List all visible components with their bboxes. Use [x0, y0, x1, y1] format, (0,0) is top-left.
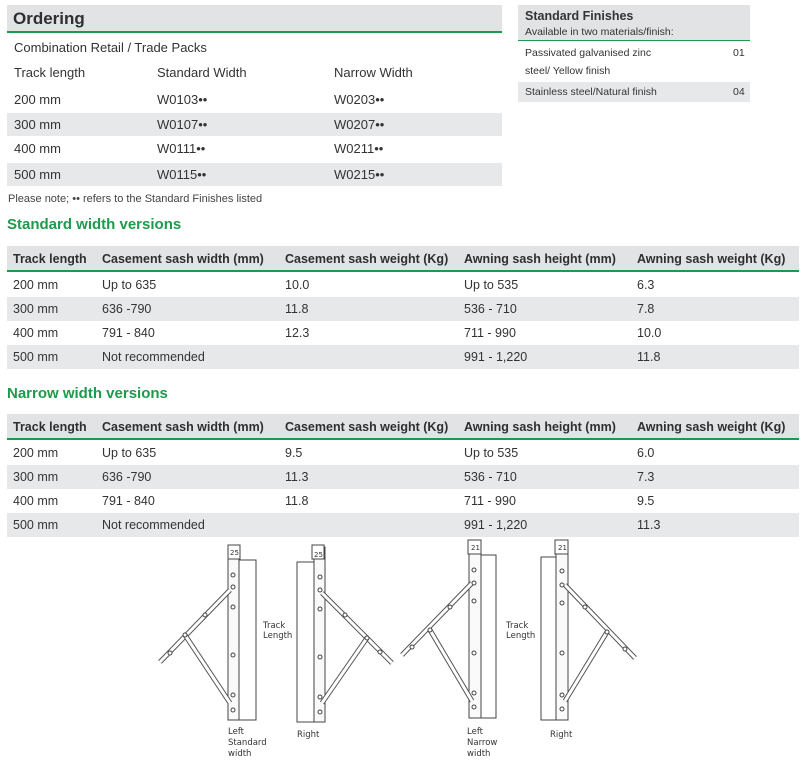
table-cell: 11.8 [285, 494, 309, 508]
table-row [7, 163, 502, 186]
table-cell: W0215•• [334, 167, 385, 182]
label-left-narrow: Narrow [467, 738, 498, 748]
table-row [7, 321, 799, 345]
table-cell: 11.3 [637, 518, 661, 532]
table-cell: 300 mm [14, 117, 61, 132]
table-cell: 500 mm [13, 350, 59, 364]
table-cell: 536 - 710 [464, 302, 517, 316]
table-row [7, 345, 799, 369]
table-cell: 711 - 990 [464, 326, 516, 340]
label-left-standard: Left [228, 727, 244, 737]
table-row [7, 113, 502, 136]
track-length-label: Length [506, 631, 536, 641]
table-cell: 200 mm [13, 278, 59, 292]
tag-25-left: 25 [230, 549, 239, 557]
table-cell: W0103•• [157, 92, 208, 107]
table-row [7, 297, 799, 321]
col-header: Casement sash width (mm) [102, 420, 264, 434]
finish-text: Passivated galvanised zinc [525, 47, 652, 59]
table-cell: 791 - 840 [102, 326, 155, 340]
table-cell: 991 - 1,220 [464, 350, 528, 364]
finish-code: 01 [733, 47, 745, 59]
label-left-narrow: width [467, 749, 491, 759]
table-row [7, 88, 502, 111]
label-right: Right [550, 730, 573, 740]
standard-section-title: Standard width versions [7, 216, 182, 233]
finish-item [518, 45, 750, 81]
left-narrow-diagram [402, 540, 496, 718]
finishes-header [518, 5, 750, 41]
table-row [7, 489, 799, 513]
label-left-standard: Standard [228, 738, 267, 748]
narrow-section-title: Narrow width versions [7, 385, 168, 402]
table-cell: 500 mm [14, 167, 61, 182]
tag-21-right: 21 [558, 544, 567, 552]
table-cell: 200 mm [14, 92, 61, 107]
table-cell: Up to 635 [102, 278, 157, 292]
ordering-header [7, 5, 502, 33]
table-cell: Up to 635 [102, 446, 157, 460]
label-left-narrow: Left [467, 727, 483, 737]
table-row [7, 273, 799, 297]
col-header: Awning sash weight (Kg) [637, 252, 786, 266]
finish-item [518, 82, 750, 102]
finishes-title: Standard Finishes [525, 9, 634, 23]
table-row [7, 513, 799, 537]
col-header: Track length [13, 420, 87, 434]
col-header: Awning sash height (mm) [464, 420, 616, 434]
track-length-label: Length [263, 631, 293, 641]
table-cell: 636 -790 [102, 302, 152, 316]
table-row [7, 465, 799, 489]
table-cell: 636 -790 [102, 470, 152, 484]
ordering-title: Ordering [13, 9, 85, 28]
table-cell: W0107•• [157, 117, 208, 132]
col-header: Casement sash weight (Kg) [285, 252, 449, 266]
table-cell: 7.8 [637, 302, 655, 316]
table-cell: 11.8 [285, 302, 309, 316]
table-cell: 711 - 990 [464, 494, 516, 508]
ordering-subtitle: Combination Retail / Trade Packs [14, 40, 207, 55]
table-cell: 6.0 [637, 446, 655, 460]
table-cell: 7.3 [637, 470, 655, 484]
table-cell: 400 mm [13, 326, 59, 340]
table-cell: 9.5 [285, 446, 303, 460]
col-header: Casement sash weight (Kg) [285, 420, 449, 434]
narrow-table-header [7, 414, 799, 440]
table-cell: 11.3 [285, 470, 309, 484]
table-cell: 300 mm [13, 470, 59, 484]
finishes-subtitle: Available in two materials/finish: [525, 26, 674, 38]
table-cell: W0203•• [334, 92, 385, 107]
finish-text: steel/ Yellow finish [525, 65, 611, 77]
table-cell: 991 - 1,220 [464, 518, 528, 532]
ordering-col-track: Track length [14, 65, 86, 80]
standard-table-header [7, 246, 799, 272]
table-cell: 500 mm [13, 518, 59, 532]
table-cell: W0207•• [334, 117, 385, 132]
right-narrow-diagram [541, 540, 635, 720]
table-cell: 6.3 [637, 278, 655, 292]
tag-25-right: 25 [314, 551, 323, 559]
table-cell: 12.3 [285, 326, 310, 340]
table-cell: Up to 535 [464, 278, 519, 292]
ordering-note: Please note; •• refers to the Standard Finishes listed [8, 193, 263, 205]
ordering-header-row [7, 61, 502, 84]
table-row [7, 137, 502, 160]
table-cell: 791 - 840 [102, 494, 155, 508]
col-header: Awning sash weight (Kg) [637, 420, 786, 434]
table-cell: 9.5 [637, 494, 655, 508]
col-header: Awning sash height (mm) [464, 252, 616, 266]
track-length-label: Track [506, 621, 529, 631]
track-length-label: Track [263, 621, 286, 631]
right-standard-diagram [297, 545, 392, 722]
table-row [7, 441, 799, 465]
table-cell: W0115•• [157, 167, 207, 182]
table-cell: Not recommended [102, 518, 205, 532]
finish-code: 04 [733, 86, 745, 98]
table-cell: 10.0 [637, 326, 662, 340]
table-cell: 10.0 [285, 278, 310, 292]
col-header: Casement sash width (mm) [102, 252, 264, 266]
ordering-col-standard: Standard Width [157, 65, 247, 80]
table-cell: W0111•• [157, 141, 206, 156]
table-cell: Up to 535 [464, 446, 519, 460]
label-right: Right [297, 730, 320, 740]
table-cell: 11.8 [637, 350, 661, 364]
col-header: Track length [13, 252, 87, 266]
table-cell: Not recommended [102, 350, 205, 364]
stay-hinge-diagrams [0, 535, 808, 764]
table-cell: 300 mm [13, 302, 59, 316]
table-cell: 400 mm [13, 494, 59, 508]
finish-text: Stainless steel/Natural finish [525, 86, 657, 98]
table-cell: 400 mm [14, 141, 61, 156]
table-cell: 200 mm [13, 446, 59, 460]
left-standard-diagram [160, 545, 256, 720]
tag-21-left: 21 [471, 544, 480, 552]
ordering-col-narrow: Narrow Width [334, 65, 413, 80]
table-cell: W0211•• [334, 141, 384, 156]
label-left-standard: width [228, 749, 252, 759]
table-cell: 536 - 710 [464, 470, 517, 484]
